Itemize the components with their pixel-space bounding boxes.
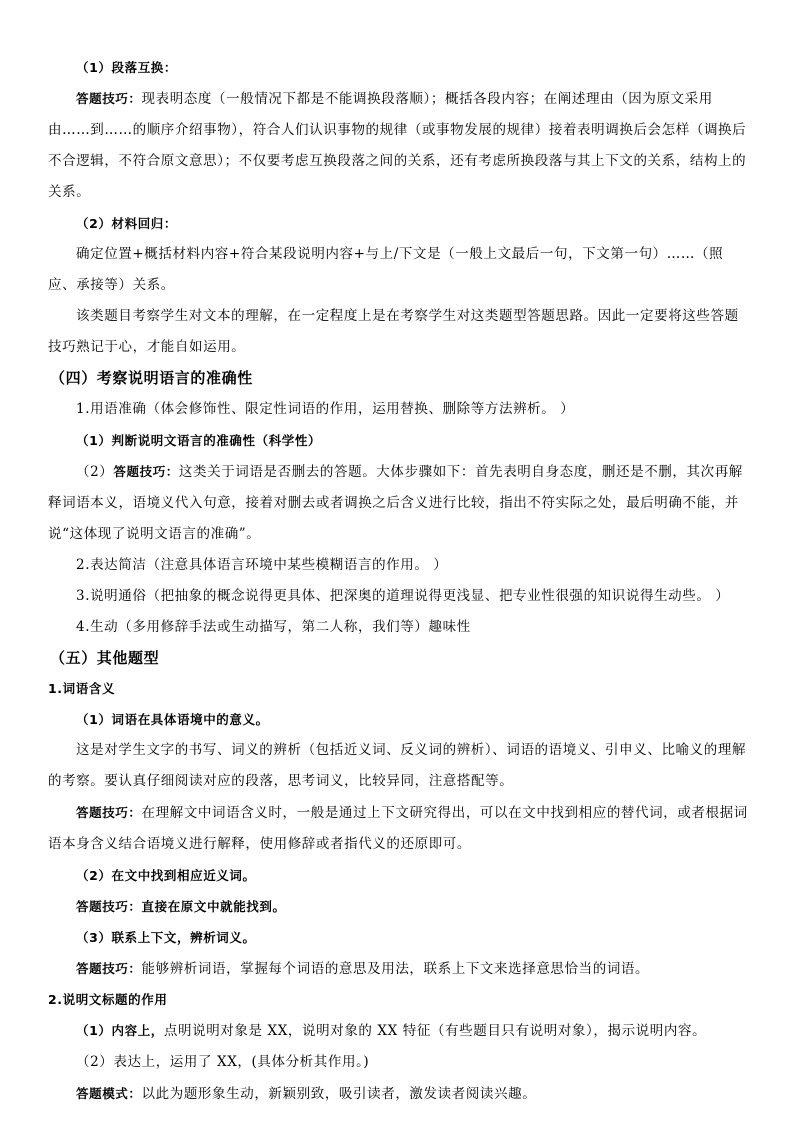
answer-tip-label: 答题技巧： — [113, 464, 179, 479]
sec4-sub1: （1）判断说明文语言的准确性（科学性） — [76, 433, 322, 448]
q2-mode — [48, 1078, 750, 1110]
sec4-item2: 2.表达简洁（注意具体语言环境中某些模糊语言的作用。 ） — [76, 557, 448, 573]
q2-item2: （2）表达上，运用了 XX，(具体分析其作用。) — [76, 1054, 370, 1070]
sec4-sub2 — [48, 456, 750, 550]
q2-mode-text: 以此为题形象生动，新颖别致，吸引读者，激发读者阅读兴趣。 — [141, 1086, 537, 1102]
q2-item1-text: 点明说明对象是 XX，说明对象的 XX 特征（有些题目只有说明对象），揭示说明内容。 — [163, 1023, 707, 1039]
q1-sub1: （1）词语在具体语境中的意义。 — [76, 712, 269, 727]
answer-tip-label: 答题技巧： — [76, 91, 142, 106]
q1-tip1 — [48, 797, 750, 860]
section-title-4: （四）考察说明语言的准确性 — [50, 369, 253, 387]
sec4-item3: 3.说明通俗（把抽象的概念说得更具体、把深奥的道理说得更浅显、把专业性很强的知识说得生动些。 ） — [76, 588, 730, 604]
sec4-item1: 1.用语准确（体会修饰性、限定性词语的作用，运用替换、删除等方法辨析。 ） — [76, 401, 575, 417]
q2-title: 2.说明文标题的作用 — [48, 992, 168, 1007]
q1-title: 1.词语含义 — [48, 681, 116, 696]
answer-tip-paragraph-swap — [48, 83, 750, 208]
answer-mode-label: 答题模式： — [76, 1086, 142, 1101]
document-page — [48, 52, 750, 1110]
sec4-item4: 4.生动（多用修辞手法或生动描写，第二人称，我们等）趣味性 — [76, 619, 471, 635]
q1-tip2: 答题技巧：直接在原文中就能找到。 — [76, 899, 286, 914]
q1-tip1-text: 在理解文中词语含义时，一般是通过上下文研究得出，可以在文中找到相应的替代词，或者根据词语本身含义结合语境义进行解释，使用修辞或者指代义的还原即可。 — [48, 805, 748, 852]
answer-tip-text: 现表明态度（一般情况下都是不能调换段落顺）；概括各段内容；在阐述理由（因为原文采用由……到……的顺序介绍事物），符合人们认识事物的规律（或事物发展的规律）接着表明调换后会怎样（调换后不合逻辑，不符合原文意思）；不仅要考虑互换段落之间的关系，还有考虑所换段落与其上下文的关系，结构上的关系。 — [48, 91, 747, 200]
q1-tip3 — [48, 953, 750, 985]
q1-para1: 这是对学生文字的书写、词义的辨析（包括近义词、反义词的辨析）、词语的语境义、引申义、比喻义的理解的考察。要认真仔细阅读对应的段落，思考词义，比较异同，注意搭配等。 — [48, 742, 747, 789]
answer-tip-label: 答题技巧： — [76, 961, 142, 976]
answer-tip-label: 答题技巧： — [76, 805, 142, 820]
section-title-5: （五）其他题型 — [50, 649, 160, 667]
q1-sub3: （3）联系上下文，辨析词义。 — [76, 930, 256, 945]
q2-item1 — [48, 1015, 750, 1047]
q1-tip3-text: 能够辨析词语，掌握每个词语的意思及用法，联系上下文来选择意思恰当的词语。 — [141, 961, 650, 977]
material-return-text: 确定位置+概括材料内容+符合某段说明内容+与上/下文是（一般上文最后一句，下文第一句）……（照应、承接等）关系。 — [48, 246, 724, 293]
heading-paragraph-swap: （1）段落互换： — [76, 60, 177, 75]
sec4-sub2-prefix: （2） — [76, 464, 114, 480]
q2-item1-label: （1）内容上， — [76, 1023, 164, 1038]
sec4-sub2-text: 这类关于词语是否删去的答题。大体步骤如下：首先表明自身态度，删还是不删，其次再解释词语本义，语境义代入句意，接着对删去或者调换之后含义进行比较，指出不符实际之处，最后明确不能，并说“这体现了说明文语言的准确”。 — [48, 464, 743, 542]
summary-paragraph: 该类题目考察学生对文本的理解，在一定程度上是在考察学生对这类题型答题思路。因此一定要将这些答题技巧熟记于心，才能自如运用。 — [48, 308, 739, 355]
q1-sub2: （2）在文中找到相应近义词。 — [76, 868, 256, 883]
heading-material-return: （2）材料回归： — [76, 216, 177, 231]
